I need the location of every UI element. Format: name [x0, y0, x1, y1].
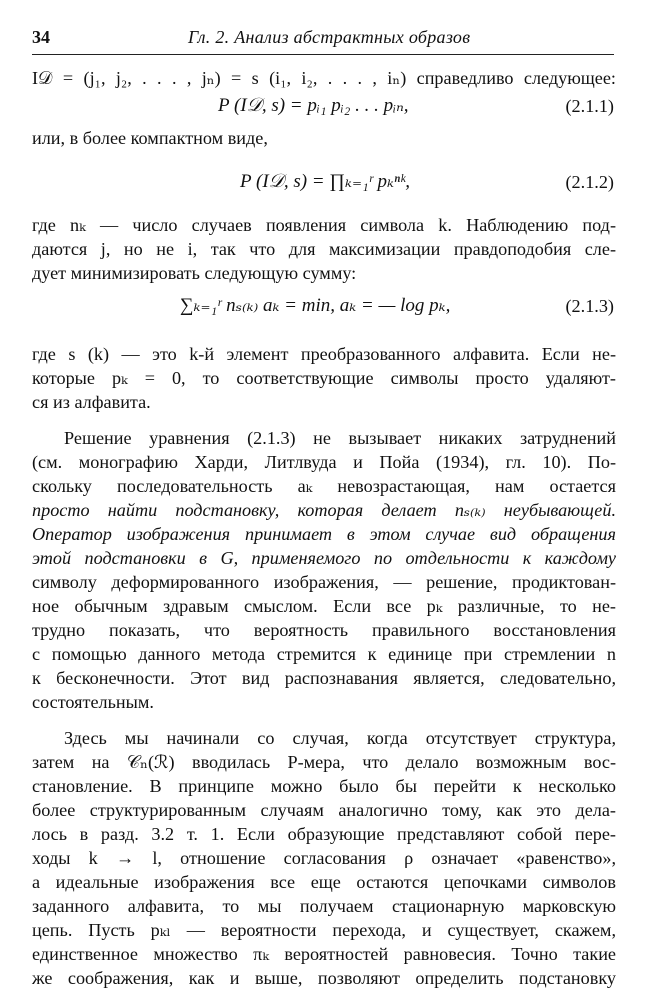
text-line-8: ся из алфавита. — [32, 392, 151, 412]
text-line-5: дует минимизировать следующую сумму: — [32, 263, 357, 283]
text-line-25: лось в разд. 3.2 т. 1. Если образующие представляют собой пере- — [32, 824, 616, 844]
text-line-29: цепь. Пусть pₖₗ — вероятности перехода, и существует, скажем, — [32, 920, 616, 940]
text-line-23: становление. В принципе можно было бы перейти к несколько — [32, 776, 616, 796]
equation-number-2-1-3: (2.1.3) — [565, 296, 614, 316]
text-line-9: Решение уравнения (2.1.3) не вызывает никаких затруднений — [64, 428, 616, 448]
text-line-10: (см. монографию Харди, Литлвуда и Пойа (1934), гл. 10). По- — [32, 452, 616, 472]
text-line-18: с помощью данного метода стремится к единице при стремлении n — [32, 644, 616, 664]
equation-number-2-1-2: (2.1.2) — [565, 172, 614, 192]
text-line-31: же соображения, как и выше, позволяют определить подстановку — [32, 968, 616, 988]
text-line-2: или, в более компактном виде, — [32, 128, 268, 148]
text-line-13: Оператор изображения принимает в этом случае вид обращения — [32, 524, 616, 544]
equation-2-1-1: P (I𝒟, s) = pᵢ₁ pᵢ₂ . . . pᵢₙ, — [218, 95, 409, 116]
text-line-27: а идеальные изображения все еще остаются цепочками символов — [32, 872, 616, 892]
running-title: Гл. 2. Анализ абстрактных образов — [188, 27, 471, 47]
text-line-15: символу деформированного изображения, — решение, продиктован- — [32, 572, 616, 592]
text-line-24: более структурированным случаям аналогично тому, как это дела- — [32, 800, 616, 820]
equation-2-1-2: P (I𝒟, s) = ∏ₖ₌₁ʳ pₖⁿᵏ, — [240, 171, 411, 192]
text-line-22: затем на 𝒞ₙ(ℛ) вводилась P-мера, что делало возможным вос- — [32, 752, 616, 772]
text-line-21: Здесь мы начинали со случая, когда отсутствует структура, — [64, 728, 616, 748]
text-line-7: которые pₖ = 0, то соответствующие символы просто удаляют- — [32, 368, 616, 388]
text-line-4: даются j, но не i, так что для максимизации правдоподобия сле- — [32, 239, 616, 259]
text-line-28: заданного алфавита, то мы получаем стационарную марковскую — [32, 896, 616, 916]
text-line-19: к бесконечности. Этот вид распознавания является, следовательно, — [32, 668, 616, 688]
text-line-1: I𝒟 = (j₁, j₂, . . . , jₙ) = s (i₁, i₂, . . . , iₙ) справедливо следующее: — [32, 68, 616, 88]
page-header — [32, 24, 614, 55]
equation-number-2-1-1: (2.1.1) — [565, 96, 614, 116]
text-line-3: где nₖ — число случаев появления символа k. Наблюдению под- — [32, 215, 616, 235]
text-line-11: скольку последовательность aₖ невозрастающая, нам остается — [32, 476, 616, 496]
page-number: 34 — [32, 27, 50, 47]
equation-2-1-3: ∑ₖ₌₁ʳ nₛ₍ₖ₎ aₖ = min, aₖ = — log pₖ, — [180, 295, 451, 316]
text-line-16: ное обычным здравым смыслом. Если все pₖ различные, то не- — [32, 596, 616, 616]
text-line-6: где s (k) — это k-й элемент преобразованного алфавита. Если не- — [32, 344, 616, 364]
text-line-30: единственное множество πₖ вероятностей равновесия. Точно такие — [32, 944, 616, 964]
text-line-17: трудно показать, что вероятность правильного восстановления — [32, 620, 616, 640]
text-line-26: ходы k → l, отношение согласования ρ означает «равенство», — [32, 848, 616, 868]
text-line-14: этой подстановки в G, применяемого по отдельности к каждому — [32, 548, 616, 568]
text-line-20: состоятельным. — [32, 692, 154, 712]
text-line-12: просто найти подстановку, которая делает nₛ₍ₖ₎ неубывающей. — [32, 500, 616, 520]
